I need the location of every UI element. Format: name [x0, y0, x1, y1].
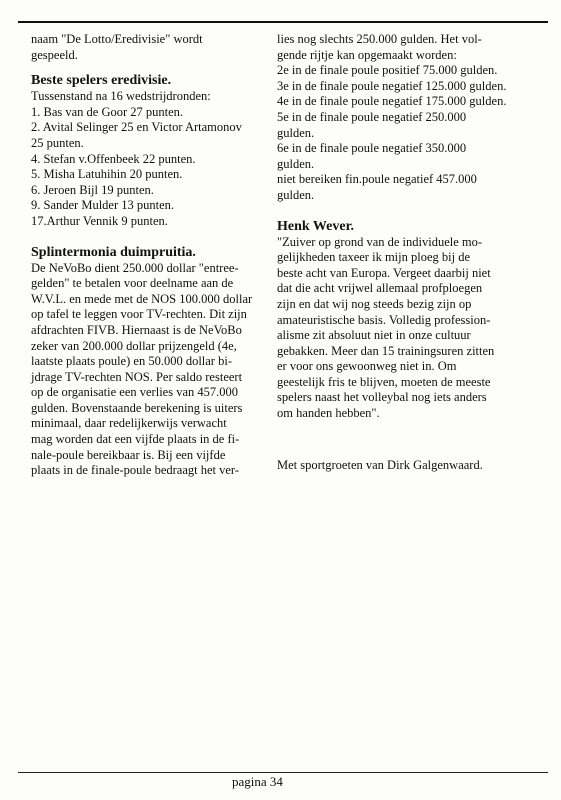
text-line: mag worden dat een vijfde plaats in de fi- — [31, 432, 240, 447]
text-line: geestelijk fris te blijven, moeten de meeste — [277, 374, 491, 389]
right-column — [277, 32, 539, 473]
text-line: zijn en dat wij nog steeds bezig zijn op — [277, 296, 472, 311]
players-list — [31, 89, 267, 229]
list-item: 4. Stefan v.Offenbeek 22 punten. — [31, 151, 196, 166]
text-line: gulden. — [277, 156, 315, 171]
splinter-paragraph — [31, 261, 267, 479]
list-item: 25 punten. — [31, 135, 84, 150]
bottom-rule — [18, 772, 548, 773]
list-item: 1. Bas van de Goor 27 punten. — [31, 104, 184, 119]
left-column — [31, 32, 267, 479]
top-rule — [18, 21, 548, 23]
text-line: op de organisatie een verlies van 457.000 — [31, 385, 239, 400]
text-line: op tafel te leggen voor TV-rechten. Dit zijn — [31, 307, 247, 322]
text-line: gulden. — [277, 125, 315, 140]
players-heading: Beste spelers eredivisie. — [31, 73, 172, 89]
text-line: W.V.L. en mede met de NOS 100.000 dollar — [31, 291, 253, 306]
text-line: niet bereiken fin.poule negatief 457.000 — [277, 172, 477, 187]
text-line: gelden" te betalen voor deelname aan de — [31, 276, 234, 291]
intro-paragraph — [31, 32, 267, 63]
text-line: gulden. — [277, 187, 315, 202]
text-line: beste acht van Europa. Vergeet daarbij niet — [277, 265, 491, 280]
text-line: dat die acht vrijwel allemaal profploegen — [277, 281, 483, 296]
text-line: nale-poule bereikbaar is. Bij een vijfde — [31, 447, 226, 462]
text-line: spelers naast het volleybal nog iets anders — [277, 390, 487, 405]
text-line: 5e in de finale poule negatief 250.000 — [277, 109, 467, 124]
list-item: 17.Arthur Vennik 9 punten. — [31, 213, 168, 228]
text-line: amateuristische basis. Volledig profession- — [277, 312, 491, 327]
text-line: jdrage TV-rechten NOS. Per saldo resteert — [31, 369, 243, 384]
text-line: 3e in de finale poule negatief 125.000 gulden. — [277, 78, 507, 93]
list-item: 2. Avital Selinger 25 en Victor Artamonov — [31, 120, 242, 135]
text-line: lies nog slechts 250.000 gulden. Het vol- — [277, 32, 482, 46]
text-line: alisme zit absoluut niet in onze cultuur — [277, 328, 471, 343]
list-item: 9. Sander Mulder 13 punten. — [31, 198, 175, 213]
text-line: laatste plaats poule) en 50.000 dollar bi- — [31, 354, 232, 369]
text-line: naam "De Lotto/Eredivisie" wordt — [31, 32, 203, 46]
text-line: 4e in de finale poule negatief 175.000 gulden. — [277, 94, 507, 109]
continuation-paragraph — [277, 32, 539, 204]
signoff: Met sportgroeten van Dirk Galgenwaard. — [277, 457, 483, 472]
text-line: afdrachten FIVB. Hiernaast is de NeVoBo — [31, 322, 242, 337]
list-item: Tussenstand na 16 wedstrijdronden: — [31, 89, 211, 104]
text-line: De NeVoBo dient 250.000 dollar "entree- — [31, 260, 239, 275]
splinter-heading: Splintermonia duimpruitia. — [31, 244, 196, 260]
text-line: plaats in de finale-poule bedraagt het ver- — [31, 463, 239, 478]
text-line: er voor ons gewoonweg niet in. Om — [277, 359, 457, 374]
text-line: zeker van 200.000 dollar prijzengeld (4e, — [31, 338, 237, 353]
text-line: om handen hebben". — [277, 406, 380, 421]
text-line: "Zuiver op grond van de individuele mo- — [277, 234, 483, 249]
list-item: 6. Jeroen Bijl 19 punten. — [31, 182, 154, 197]
text-line: gulden. Bovenstaande berekening is uiters — [31, 400, 243, 415]
text-line: 6e in de finale poule negatief 350.000 — [277, 141, 467, 156]
text-line: gelijkheden taxeer ik mijn ploeg bij de — [277, 250, 470, 265]
wever-heading: Henk Wever. — [277, 218, 355, 234]
page-number: pagina 34 — [232, 774, 283, 789]
wever-quote — [277, 235, 539, 422]
text-line: 2e in de finale poule positief 75.000 gulden. — [277, 63, 498, 78]
text-line: gende rijtje kan opgemaakt worden: — [277, 47, 457, 62]
text-line: minimaal, daar redelijkerwijs verwacht — [31, 416, 227, 431]
list-item: 5. Misha Latuhihin 20 punten. — [31, 167, 183, 182]
text-line: gebakken. Meer dan 15 trainingsuren zitten — [277, 343, 495, 358]
text-line: gespeeld. — [31, 47, 78, 62]
